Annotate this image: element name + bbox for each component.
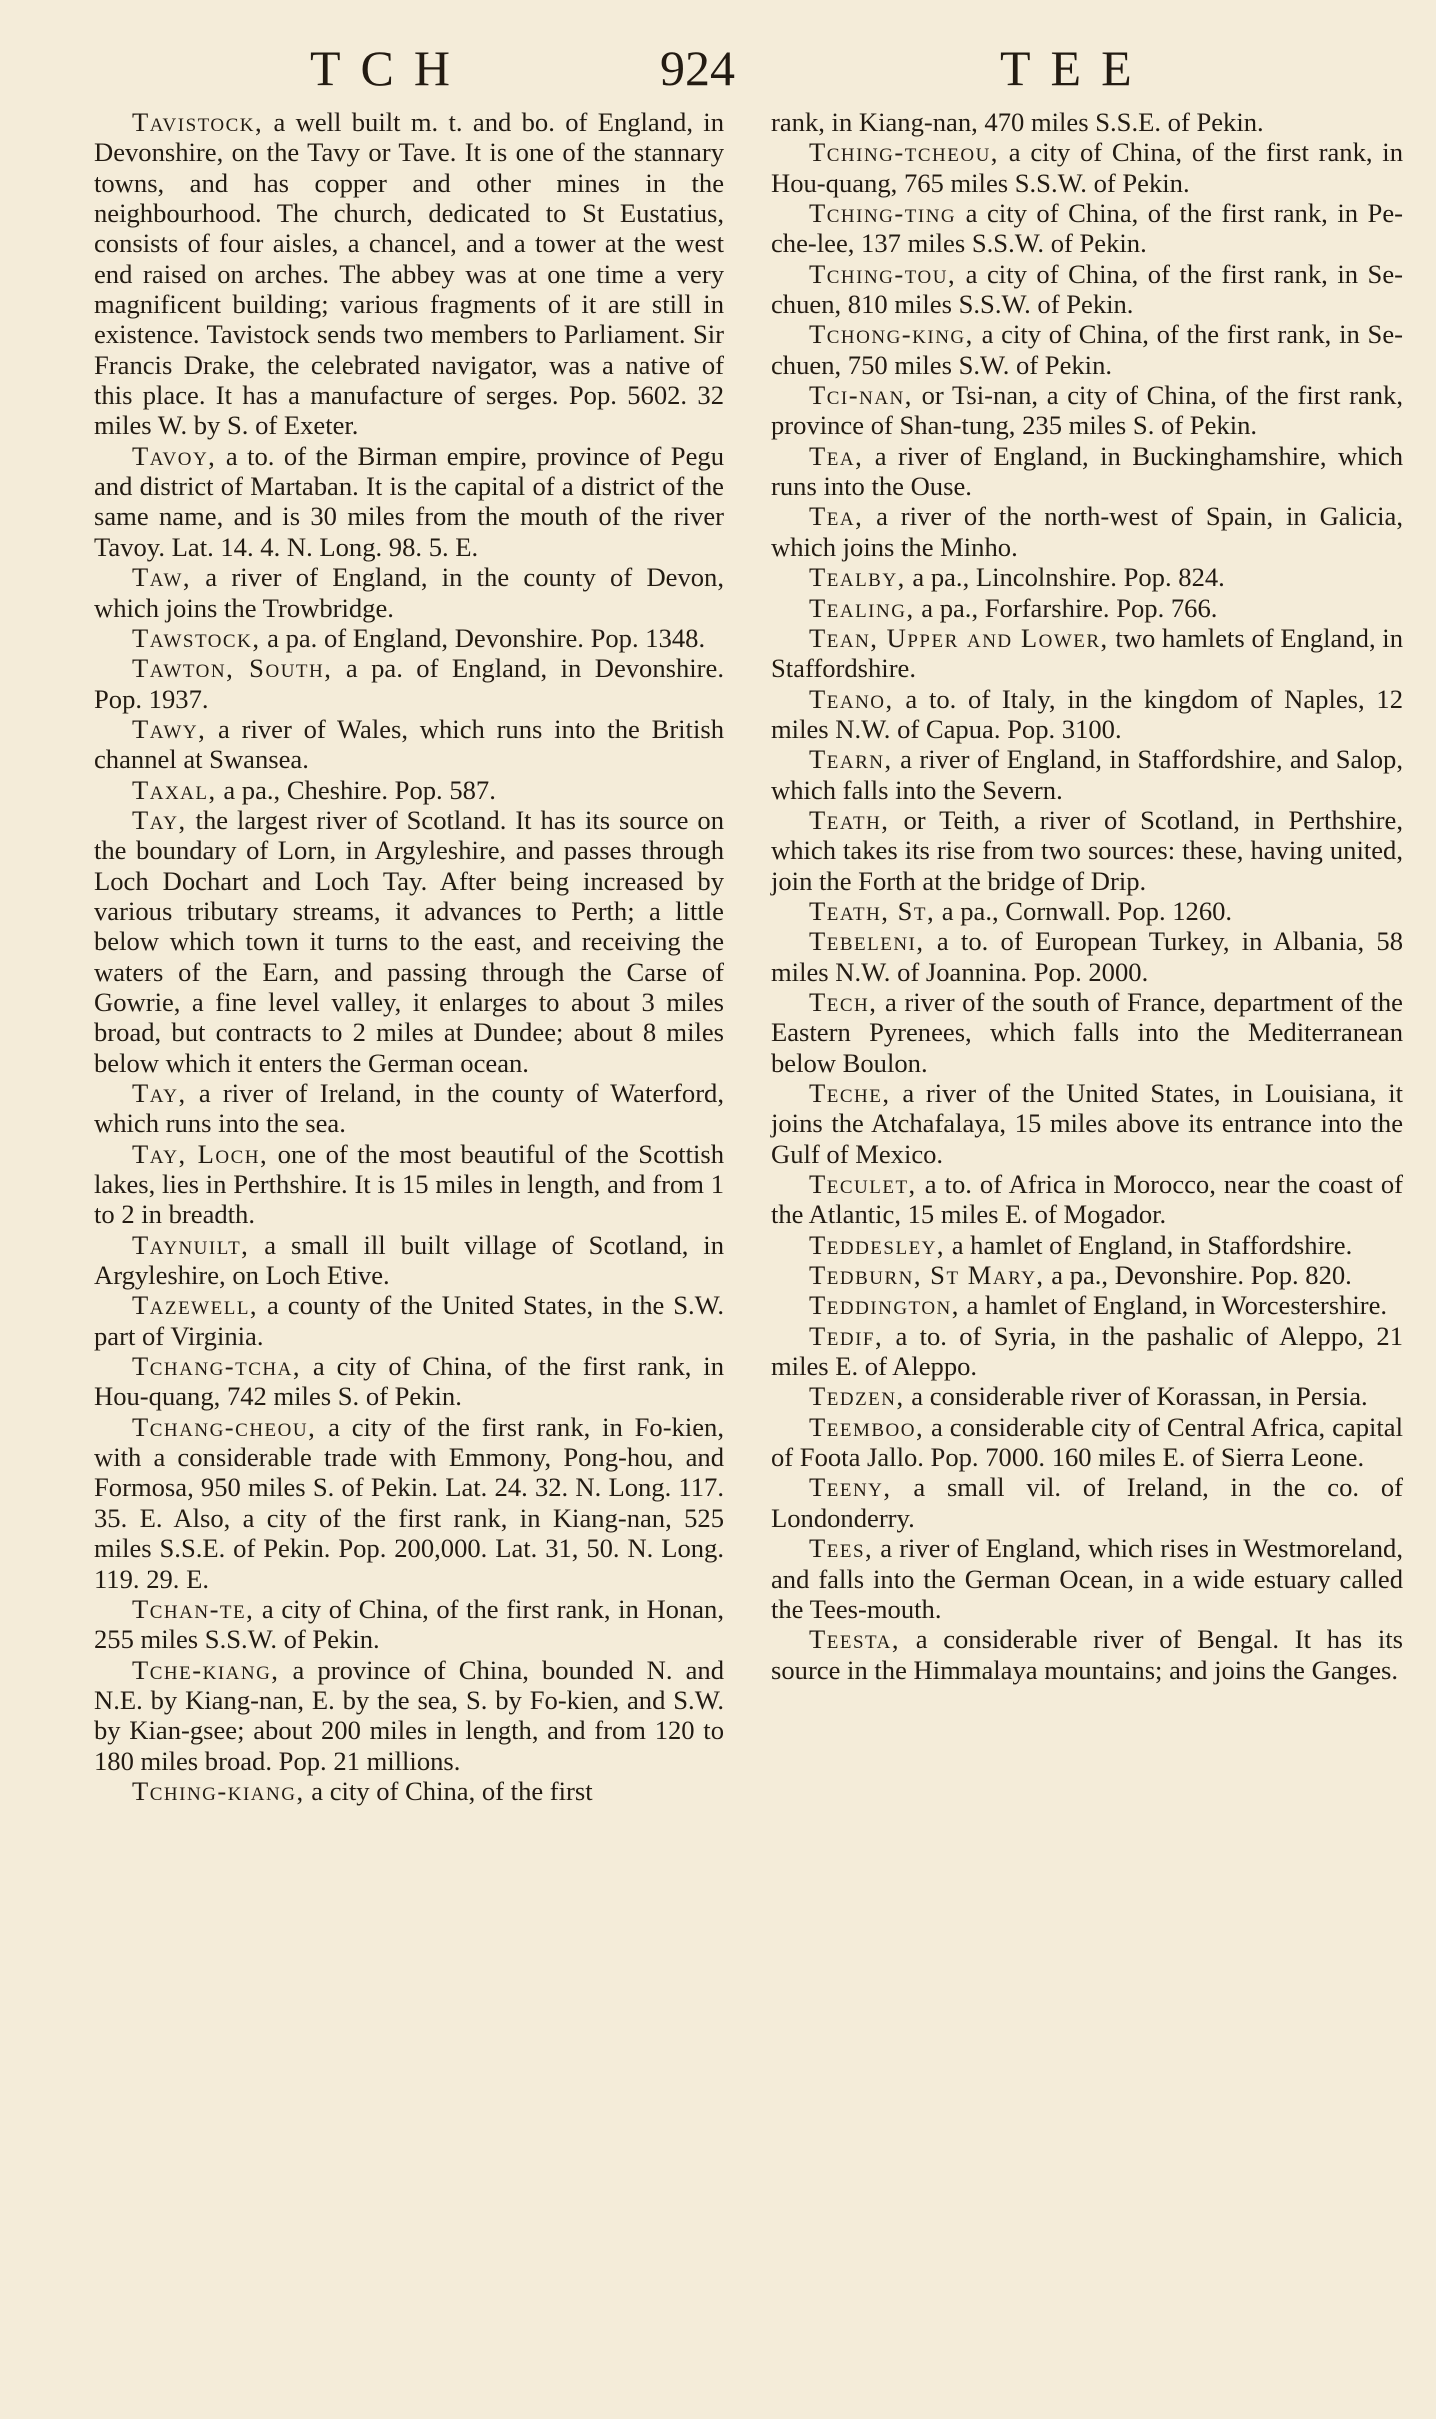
entry-text: a to. of European Turkey, in Albania, 58 miles N.W. of Joannina. Pop. 2000.	[771, 926, 1403, 987]
entry-text: a river of England, which rises in Westmoreland, and falls into the German Ocean, in a wide estuary called the Tees-mouth.	[771, 1533, 1403, 1624]
gazetteer-entry	[771, 319, 1403, 380]
entry-text: a to. of Africa in Morocco, near the coast of the Atlantic, 15 miles E. of Mogador.	[771, 1169, 1403, 1230]
entry-headword: Tea,	[809, 440, 864, 471]
entry-headword: Tedzen,	[809, 1381, 905, 1412]
gazetteer-entry	[771, 1230, 1403, 1260]
entry-headword: Taw,	[132, 562, 192, 593]
gazetteer-entry	[771, 1321, 1403, 1382]
gazetteer-entry	[94, 1230, 724, 1291]
entry-headword: Tawy,	[132, 713, 207, 744]
entry-headword: Tawton, South,	[132, 653, 333, 684]
gazetteer-entry	[771, 987, 1403, 1078]
running-header	[0, 38, 1436, 98]
gazetteer-entry	[771, 1290, 1403, 1320]
entry-text: a city of the first rank, in Fo-kien, with a considerable trade with Emmony, Pong-hou, and Formosa, 950 miles S. of Pekin. Lat. 24. 32. N. Long. 117. 35. E. Also, a city of the first rank, in Kiang-nan, 525 miles S.S.E. of Pekin. Pop. 200,000. Lat. 31, 50. N. Long. 119. 29. E.	[94, 1411, 724, 1594]
entry-text: a river of England, in Staffordshire, and Salop, which falls into the Severn.	[771, 744, 1403, 805]
right-column	[771, 107, 1403, 1685]
gazetteer-entry	[94, 1078, 724, 1139]
entry-headword: Tea,	[809, 501, 864, 532]
entry-headword: Tazewell,	[132, 1290, 259, 1321]
entry-headword: Taynuilt,	[132, 1229, 250, 1260]
gazetteer-entry	[94, 623, 724, 653]
gazetteer-entry	[94, 441, 724, 562]
gazetteer-entry	[94, 1139, 724, 1230]
gazetteer-entry	[94, 107, 724, 441]
gazetteer-entry	[771, 926, 1403, 987]
gazetteer-entry	[94, 1594, 724, 1655]
header-right-guide: TEE	[1000, 40, 1152, 96]
header-left-guide: TCH	[310, 40, 470, 96]
entry-text: a city of China, of the first rank, in Hou-quang, 742 miles S. of Pekin.	[94, 1351, 724, 1412]
entry-headword: Teano,	[809, 683, 894, 714]
entry-text: a small vil. of Ireland, in the co. of Londonderry.	[771, 1472, 1403, 1533]
entry-headword: Tay,	[132, 804, 187, 835]
entry-headword: Tchong-king,	[809, 319, 974, 350]
entry-headword: Teeny,	[809, 1472, 892, 1503]
gazetteer-entry	[771, 1533, 1403, 1624]
entry-text: one of the most beautiful of the Scottish lakes, lies in Perthshire. It is 15 miles in length, and from 1 to 2 in breadth.	[94, 1138, 725, 1230]
gazetteer-entry	[771, 623, 1403, 684]
entry-text: a pa. of England, Devonshire. Pop. 1348.	[260, 622, 706, 653]
entry-text: a river of Ireland, in the county of Waterford, which runs into the sea.	[94, 1078, 724, 1139]
gazetteer-entry	[771, 198, 1403, 259]
entry-text: a city of China, of the first rank, in Pe-che-lee, 137 miles S.S.W. of Pekin.	[771, 198, 1403, 259]
entry-headword: Teath, St,	[809, 895, 936, 926]
entry-text: a pa., Lincolnshire. Pop. 824.	[905, 562, 1225, 593]
entry-text: rank, in Kiang-nan, 470 miles S.S.E. of Pekin.	[771, 107, 1264, 137]
entry-text: a river of Wales, which runs into the British channel at Swansea.	[94, 713, 724, 775]
gazetteer-entry	[771, 1381, 1403, 1411]
entry-text: a pa., Cornwall. Pop. 1260.	[935, 895, 1233, 926]
entry-headword: Tealing,	[809, 592, 915, 623]
entry-text: or Teith, a river of Scotland, in Perthshire, which takes its rise from two sources: these, having united, join the Forth at the bridge of Drip.	[771, 804, 1403, 896]
entry-text: a hamlet of England, in Staffordshire.	[945, 1229, 1353, 1260]
entry-headword: Tawstock,	[132, 622, 261, 653]
entry-text: a to. of Syria, in the pashalic of Aleppo, 21 miles E. of Aleppo.	[771, 1320, 1403, 1382]
entry-text: two hamlets of England, in Staffordshire.	[771, 622, 1403, 684]
entry-headword: Tean, Upper and Lower,	[809, 622, 1109, 653]
entry-text: a hamlet of England, in Worcestershire.	[959, 1290, 1388, 1321]
entry-text: or Tsi-nan, a city of China, of the first rank, province of Shan-tung, 235 miles S. of Pekin.	[771, 380, 1403, 441]
entry-headword: Tci-nan,	[809, 380, 913, 411]
gazetteer-entry	[94, 1290, 724, 1351]
gazetteer-entry	[771, 1412, 1403, 1473]
entry-headword: Teath,	[809, 804, 890, 835]
entry-headword: Tavistock,	[132, 107, 264, 137]
entry-headword: Tche-kiang,	[132, 1654, 280, 1685]
entry-headword: Tching-tou,	[809, 258, 957, 289]
gazetteer-entry	[771, 1260, 1403, 1290]
page-number: 924	[660, 40, 735, 96]
entry-text: a considerable river of Korassan, in Persia.	[904, 1381, 1368, 1412]
gazetteer-entry	[771, 896, 1403, 926]
gazetteer-entry	[94, 653, 724, 714]
entry-text: a river of the north-west of Spain, in Galicia, which joins the Minho.	[771, 501, 1403, 562]
gazetteer-entry	[94, 1655, 724, 1776]
entry-headword: Tealby,	[809, 562, 906, 593]
entry-headword: Teculet,	[809, 1169, 917, 1200]
entry-headword: Tchang-cheou,	[132, 1411, 317, 1442]
entry-headword: Taxal,	[132, 774, 217, 805]
entry-text: a well built m. t. and bo. of England, in Devonshire, on the Tavy or Tave. It is one of the stannary towns, and has copper and other mines in the neighbourhood. The church, dedicated to St Eustatius, consists of four aisles, a chancel, and a tower at the west end raised on arches. The abbey was at one time a very magnificent building; various fragments of it are still in existence. Tavistock sends two members to Parliament. Sir Francis Drake, the celebrated navigator, was a native of this place. It has a manufacture of serges. Pop. 5602. 32 miles W. by S. of Exeter.	[94, 107, 724, 441]
entry-text: a considerable city of Central Africa, capital of Foota Jallo. Pop. 7000. 160 miles E. of Sierra Leone.	[771, 1411, 1403, 1473]
gazetteer-entry	[771, 107, 1403, 137]
gazetteer-entry	[771, 1472, 1403, 1533]
entry-headword: Tebeleni,	[809, 926, 925, 957]
left-column	[94, 107, 724, 1806]
entry-text: a city of China, of the first rank, in Se-chuen, 750 miles S.W. of Pekin.	[771, 319, 1403, 380]
entry-text: the largest river of Scotland. It has its source on the boundary of Lorn, in Argyleshire, and passes through Loch Dochart and Loch Tay. After being increased by various tributary streams, it advances to Perth; a little below which town it turns to the east, and receiving the waters of the Earn, and passing through the Carse of Gowrie, a fine level valley, it enlarges to about 3 miles broad, but contracts to 2 miles at Dundee; about 8 miles below which it enters the German ocean.	[94, 804, 724, 1078]
entry-headword: Teche,	[809, 1078, 891, 1108]
gazetteer-entry	[94, 775, 724, 805]
entry-headword: Tay,	[132, 1078, 187, 1108]
entry-headword: Tay, Loch,	[132, 1138, 269, 1169]
entry-text: a city of China, of the first rank, in Honan, 255 miles S.S.W. of Pekin.	[94, 1593, 724, 1655]
entry-headword: Tchang-tcha,	[132, 1351, 302, 1382]
entry-text: a city of China, of the first rank, in Hou-quang, 765 miles S.S.W. of Pekin.	[771, 137, 1403, 198]
entry-headword: Tching-tcheou,	[809, 137, 999, 168]
entry-text: a river of the United States, in Louisiana, it joins the Atchafalaya, 15 miles above its entrance into the Gulf of Mexico.	[771, 1078, 1403, 1169]
gazetteer-entry	[771, 501, 1403, 562]
gazetteer-entry	[94, 1412, 724, 1594]
entry-headword: Teesta,	[809, 1624, 900, 1655]
gazetteer-entry	[771, 744, 1403, 805]
gazetteer-entry	[94, 562, 724, 623]
gazetteer-entry	[771, 1169, 1403, 1230]
entry-headword: Teddesley,	[809, 1229, 946, 1260]
entry-text: a province of China, bounded N. and N.E. by Kiang-nan, E. by the sea, S. by Fo-kien, and S.W. by Kian-gsee; about 200 miles in length, and from 120 to 180 miles broad. Pop. 21 millions.	[94, 1654, 724, 1776]
gazetteer-entry	[771, 562, 1403, 592]
entry-text: a pa., Devonshire. Pop. 820.	[1044, 1260, 1352, 1291]
gazetteer-entry	[771, 441, 1403, 502]
entry-headword: Teddington,	[809, 1290, 960, 1321]
entry-text: a county of the United States, in the S.W. part of Virginia.	[94, 1290, 724, 1351]
entry-text: a city of China, of the first	[304, 1775, 593, 1806]
entry-headword: Tchan-te,	[132, 1593, 255, 1624]
entry-text: a considerable river of Bengal. It has its source in the Himmalaya mountains; and joins the Ganges.	[771, 1624, 1403, 1685]
entry-headword: Tedburn, St Mary,	[809, 1260, 1045, 1291]
gazetteer-entry	[771, 137, 1403, 198]
gazetteer-entry	[94, 1776, 724, 1806]
entry-text: a small ill built village of Scotland, in Argyleshire, on Loch Etive.	[94, 1229, 724, 1291]
entry-text: a to. of the Birman empire, province of Pegu and district of Martaban. It is the capital of a district of the same name, and is 30 miles from the mouth of the river Tavoy. Lat. 14. 4. N. Long. 98. 5. E.	[94, 440, 724, 562]
gazetteer-entry	[94, 805, 724, 1078]
gazetteer-entry	[771, 593, 1403, 623]
gazetteer-entry	[771, 259, 1403, 320]
entry-text: a river of the south of France, department of the Eastern Pyrenees, which falls into the Mediterranean below Boulon.	[771, 986, 1403, 1078]
entry-headword: Teemboo,	[809, 1411, 925, 1442]
entry-text: a river of England, in Buckinghamshire, which runs into the Ouse.	[771, 440, 1403, 502]
entry-headword: Tedif,	[809, 1320, 884, 1351]
gazetteer-entry	[771, 380, 1403, 441]
gazetteer-entry	[771, 1624, 1403, 1685]
gazetteer-entry	[94, 1351, 724, 1412]
entry-headword: Tech,	[809, 986, 878, 1017]
entry-headword: Tavoy,	[132, 440, 217, 471]
entry-text: a to. of Italy, in the kingdom of Naples, 12 miles N.W. of Capua. Pop. 3100.	[771, 683, 1403, 744]
entry-headword: Tearn,	[809, 744, 893, 775]
entry-text: a pa., Cheshire. Pop. 587.	[216, 774, 496, 805]
entry-text: a river of England, in the county of Devon, which joins the Trowbridge.	[94, 562, 724, 623]
entry-headword: Tching-kiang,	[132, 1775, 305, 1806]
gazetteer-entry	[771, 805, 1403, 896]
entry-text: a city of China, of the first rank, in Se-chuen, 810 miles S.S.W. of Pekin.	[771, 258, 1403, 320]
gazetteer-entry	[771, 1078, 1403, 1169]
entry-headword: Tees,	[809, 1533, 874, 1564]
entry-headword: Tching-ting	[809, 198, 957, 229]
gazetteer-entry	[94, 714, 724, 775]
entry-text: a pa. of England, in Devonshire. Pop. 1937.	[94, 653, 724, 714]
gazetteer-entry	[771, 684, 1403, 745]
entry-text: a pa., Forfarshire. Pop. 766.	[914, 592, 1218, 623]
